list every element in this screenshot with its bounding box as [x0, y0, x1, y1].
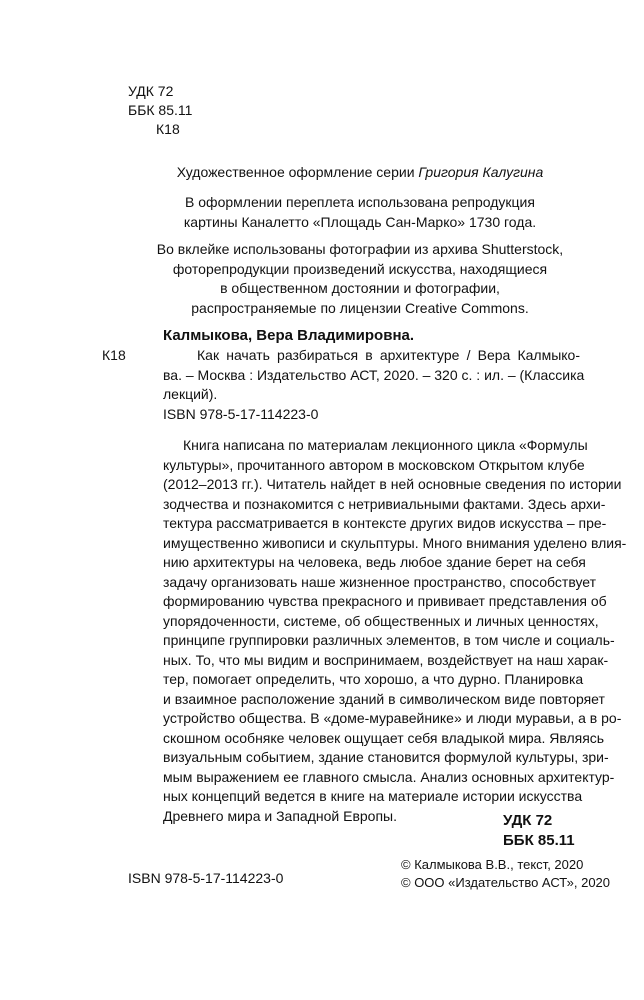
bold-bbk-code: ББК 85.11 [503, 832, 575, 849]
catalog-mark: К18 [102, 347, 126, 363]
copyright-text: © Калмыкова В.В., текст, 2020 [401, 857, 584, 872]
bbk-code: ББК 85.11 [128, 102, 193, 118]
catalog-isbn: ISBN 978-5-17-114223-0 [163, 406, 319, 422]
catalog-title: Как начать разбираться в архитектуре / Вера Калмыко- ва. – Москва : Издательство АСТ, 2020. – 320 с. : ил. – (Классика лекций). [163, 347, 585, 402]
bold-udk-code: УДК 72 [503, 812, 553, 829]
photo-credit: Во вклейке использованы фотографии из архива Shutterstock, фоторепродукции произведений искусства, находящиеся в общественном достоянии и фотографии, распространяемые по лицензии Creative Commons. [156, 241, 564, 316]
udk-code: УДК 72 [128, 83, 174, 99]
series-design-credit: Художественное оформление серии Григория Калугина [176, 164, 544, 180]
footer-isbn: ISBN 978-5-17-114223-0 [128, 870, 284, 886]
abstract: Книга написана по материалам лекционного цикла «Формулы культуры», прочитанного автором в московском Открытом клубе (2012–2013 гг.). Читатель найдет в ней основные сведения по истории зодчества и познакомится с нетривиальными фактами. Здесь архи- тектура рассматривается в контексте других видов искусства – пре- имущественно живописи и скульптуры. Много внимания уделено влия- нию архитектуры на человека, ведь любое здание берет на себя задачу организовать наше жизненное пространство, способствует формированию чувства прекрасного и прививает представления об упорядоченности, системе, об общественных и личных ценностях, принципе группировки различных элементов, в том числе и социаль- ных. То, что мы видим и воспринимаем, воздействует на наш харак- тер, помогает определить, что хорошо, а что дурно. Планировка и взаимное расположение зданий в символическом виде повторяет устройство общества. В «доме-муравейнике» и люди муравьи, а в ро- скошном особняке человек ощущает себя владыкой мира. Являясь визуальным событием, здание становится формулой культуры, зри- мым выражением ее главного смысла. Анализ основных архитектур- ных концепций ведется в книге на материале истории искусства Древнего мира и Западной Европы. [163, 437, 627, 824]
author-mark: К18 [156, 121, 180, 137]
catalog-author: Калмыкова, Вера Владимировна. [163, 327, 415, 344]
series-designer-name: Григория Калугина [418, 164, 544, 180]
cover-credit: В оформлении переплета использована репродукция картины Каналетто «Площадь Сан-Марко» 1730 года. [183, 194, 537, 230]
copyright-publisher: © ООО «Издательство АСТ», 2020 [401, 875, 611, 890]
